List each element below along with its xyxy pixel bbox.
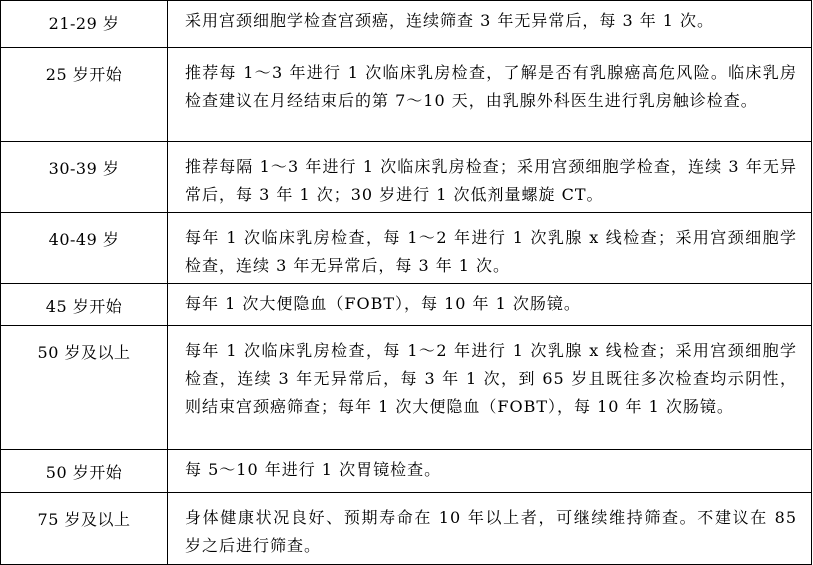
screening-description-cell: 采用宫颈细胞学检查宫颈癌，连续筛查 3 年无异常后，每 3 年 1 次。	[168, 1, 812, 48]
age-group-cell: 50 岁及以上	[1, 326, 168, 450]
age-group-cell: 30-39 岁	[1, 142, 168, 213]
age-group-cell: 40-49 岁	[1, 213, 168, 284]
table-row	[1, 142, 812, 213]
age-group-cell: 50 岁开始	[1, 450, 168, 493]
table-row	[1, 213, 812, 284]
screening-description-cell: 身体健康状况良好、预期寿命在 10 年以上者，可继续维持筛查。不建议在 85 岁之后进行筛查。	[168, 493, 812, 565]
screening-description-cell: 推荐每 1～3 年进行 1 次临床乳房检查，了解是否有乳腺癌高危风险。临床乳房检查建议在月经结束后的第 7～10 天，由乳腺外科医生进行乳房触诊检查。	[168, 48, 812, 142]
screening-description-cell: 每年 1 次大便隐血（FOBT），每 10 年 1 次肠镜。	[168, 284, 812, 326]
table-row	[1, 493, 812, 565]
age-group-cell: 21-29 岁	[1, 1, 168, 48]
screening-description-cell: 每年 1 次临床乳房检查，每 1～2 年进行 1 次乳腺 x 线检查；采用宫颈细胞学检查，连续 3 年无异常后，每 3 年 1 次，到 65 岁且既往多次检查均示阴性，则结束宫颈癌筛查；每年 1 次大便隐血（FOBT），每 10 年 1 次肠镜。	[168, 326, 812, 450]
screening-description-cell: 每 5～10 年进行 1 次胃镜检查。	[168, 450, 812, 493]
table-row	[1, 48, 812, 142]
table-row	[1, 1, 812, 48]
table-row	[1, 326, 812, 450]
age-group-cell: 45 岁开始	[1, 284, 168, 326]
age-group-cell: 75 岁及以上	[1, 493, 168, 565]
age-group-cell: 25 岁开始	[1, 48, 168, 142]
screening-description-cell: 推荐每隔 1～3 年进行 1 次临床乳房检查；采用宫颈细胞学检查，连续 3 年无异常后，每 3 年 1 次；30 岁进行 1 次低剂量螺旋 CT。	[168, 142, 812, 213]
table-row	[1, 450, 812, 493]
screening-description-cell: 每年 1 次临床乳房检查，每 1～2 年进行 1 次乳腺 x 线检查；采用宫颈细胞学检查，连续 3 年无异常后，每 3 年 1 次。	[168, 213, 812, 284]
table-row	[1, 284, 812, 326]
